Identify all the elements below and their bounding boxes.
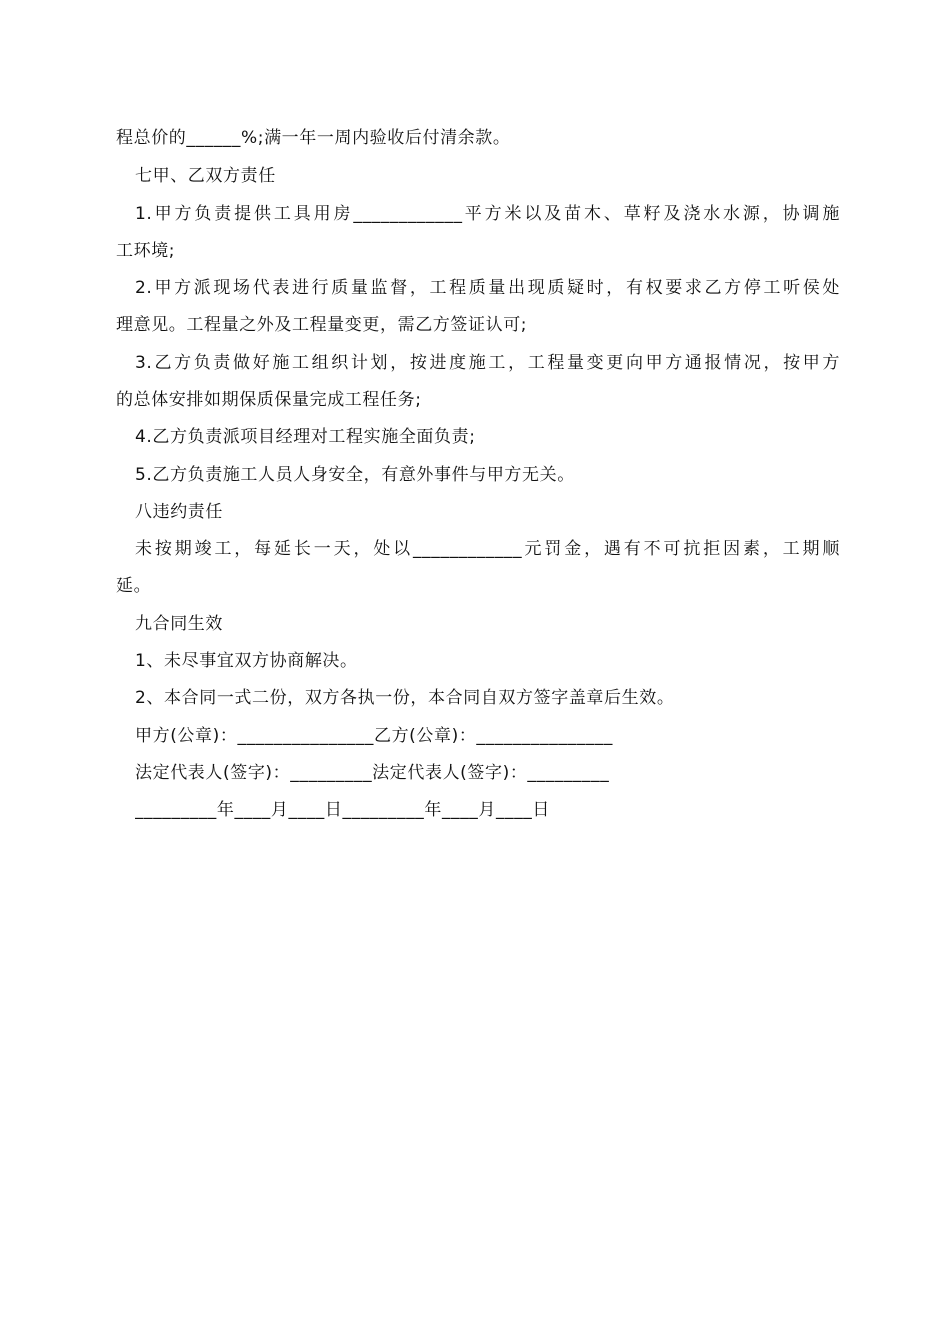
signing-date-line: _________年____月____日_________年____月____日 xyxy=(135,800,550,820)
section-heading-responsibilities: 七甲、乙双方责任 xyxy=(135,166,276,186)
clause-7-3-line-2: 的总体安排如期保质保量完成工程任务; xyxy=(116,390,422,410)
clause-7-1-line-2: 工环境; xyxy=(116,241,176,261)
party-seal-line: 甲方(公章)：_______________乙方(公章)：_______________ xyxy=(135,726,613,746)
payment-clause-continuation: 程总价的______%;满一年一周内验收后付清余款。 xyxy=(116,128,511,148)
effectiveness-clause-1: 1、未尽事宜双方协商解决。 xyxy=(135,651,358,671)
clause-7-2-line-1: 2.甲方派现场代表进行质量监督，工程质量出现质疑时，有权要求乙方停工听侯处 xyxy=(135,278,840,298)
section-heading-effectiveness: 九合同生效 xyxy=(135,614,223,634)
clause-7-2-line-2: 理意见。工程量之外及工程量变更，需乙方签证认可; xyxy=(116,315,528,335)
legal-representative-signature-line: 法定代表人(签字)：_________法定代表人(签字)：_________ xyxy=(135,763,610,783)
clause-7-4: 4.乙方负责派项目经理对工程实施全面负责; xyxy=(135,427,476,447)
breach-clause-line-1: 未按期竣工，每延长一天，处以____________元罚金，遇有不可抗拒因素，工期顺 xyxy=(135,539,840,559)
breach-clause-line-2: 延。 xyxy=(116,576,152,596)
clause-7-3-line-1: 3.乙方负责做好施工组织计划，按进度施工，工程量变更向甲方通报情况，按甲方 xyxy=(135,353,840,373)
clause-7-1-line-1: 1.甲方负责提供工具用房____________平方米以及苗木、草籽及浇水水源，协调施 xyxy=(135,204,840,224)
section-heading-breach: 八违约责任 xyxy=(135,502,223,522)
effectiveness-clause-2: 2、本合同一式二份，双方各执一份，本合同自双方签字盖章后生效。 xyxy=(135,688,675,708)
clause-7-5: 5.乙方负责施工人员人身安全，有意外事件与甲方无关。 xyxy=(135,465,575,485)
